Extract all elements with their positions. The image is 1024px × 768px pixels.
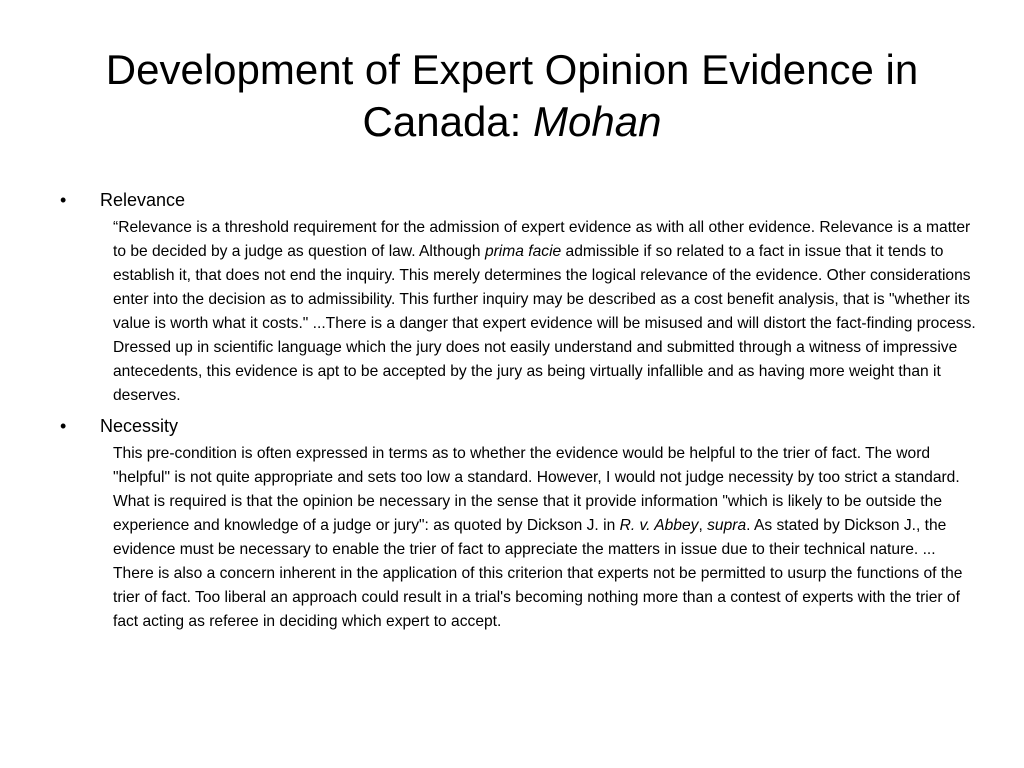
quote-text-italic: supra <box>707 517 747 534</box>
bullet-label-necessity: Necessity <box>100 416 179 436</box>
quote-text: , <box>698 517 708 534</box>
relevance-quote <box>113 216 978 408</box>
slide-title-main: Development of Expert Opinion Evidence in Canada: <box>105 46 919 145</box>
bullet-list <box>60 186 976 638</box>
quote-text: “Relevance is a threshold requirement for the admission of expert evidence as with all other evidence. Relevance is a matter to be decided by a judge as question of law. Although <box>113 219 971 260</box>
bullet-marker: • <box>60 416 67 436</box>
slide-title <box>40 44 984 148</box>
quote-text: This pre-condition is often expressed in terms as to whether the evidence would be helpful to the trier of fact. The word "helpful" is not quite appropriate and sets too low a standard. However, I would not judge necessity by too strict a standard. What is required is that the opinion be necessary in the sense that it provide information "which is likely to be outside the experience and knowledge of a judge or jury": as quoted by Dickson J. in <box>113 445 960 534</box>
slide-title-case-name: Mohan <box>533 98 662 145</box>
relevance-quote-text <box>113 216 978 408</box>
quote-text-italic: R. v. Abbey <box>619 517 699 534</box>
necessity-quote <box>113 442 978 634</box>
quote-text: admissible if so related to a fact in issue that it tends to establish it, that does not end the inquiry. This merely determines the logical relevance of the evidence. Other considerations enter into the decision as to admissibility. This further inquiry may be described as a cost benefit analysis, that is "whether its value is worth what it costs." ...There is a danger that expert evidence will be misused and will distort the fact-finding process. Dressed up in scientific language which the jury does not easily understand and submitted through a witness of impressive antecedents, this evidence is apt to be accepted by the jury as being virtually infallible and as having more weight than it deserves. <box>113 243 976 404</box>
bullet-label-relevance: Relevance <box>100 190 186 210</box>
necessity-quote-text <box>113 442 978 634</box>
bullet-item-relevance <box>60 186 976 408</box>
quote-text-italic: prima facie <box>484 243 562 260</box>
quote-text: . As stated by Dickson J., the evidence must be necessary to enable the trier of fact to appreciate the matters in issue due to their technical nature. ... There is also a concern inherent in the application of this criterion that experts not be permitted to usurp the functions of the trier of fact. Too liberal an approach could result in a trial's becoming nothing more than a contest of experts with the trier of fact acting as referee in deciding which expert to accept. <box>113 517 963 630</box>
bullet-item-necessity <box>60 412 970 634</box>
bullet-marker: • <box>60 190 67 210</box>
